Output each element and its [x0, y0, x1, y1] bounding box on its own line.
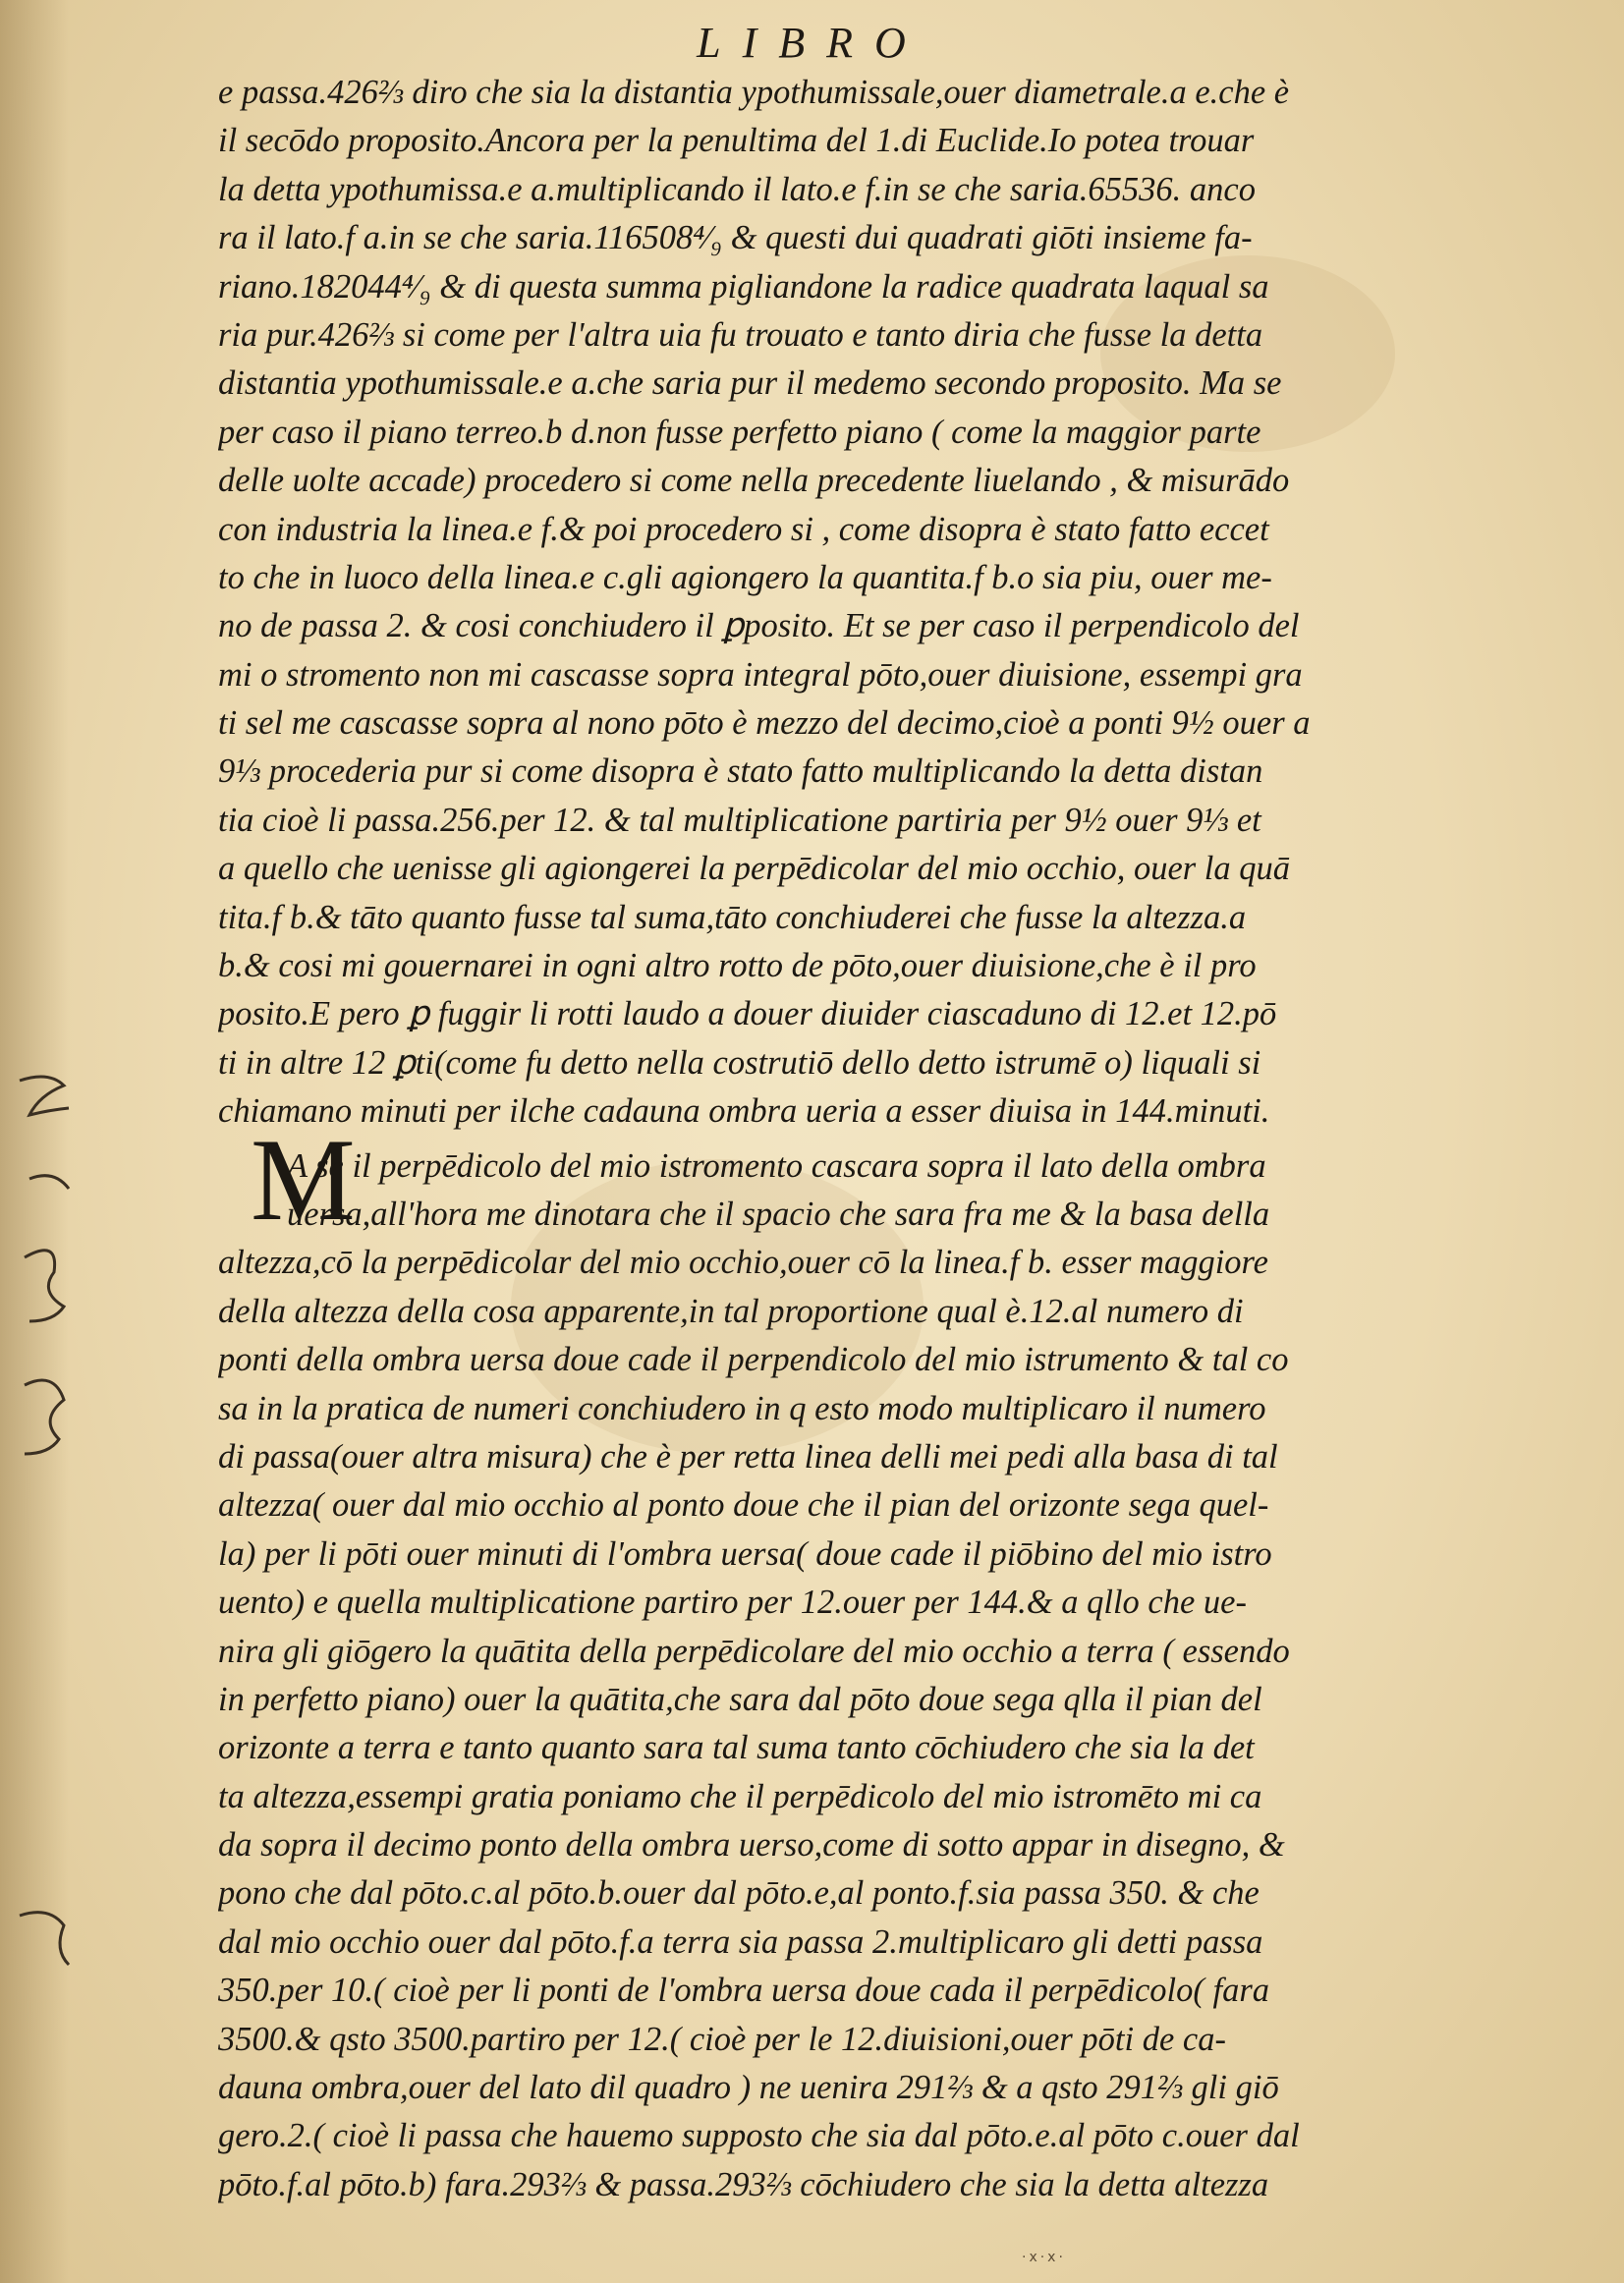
text-line: e passa.426⅔ diro che sia la distantia ypothumissale,ouer diametrale.a e.che è: [218, 74, 1290, 111]
text-line: 350.per 10.( cioè per li ponti de l'ombra uersa doue cada il perpēdicolo( fara: [218, 1972, 1270, 2010]
text-line: uento) e quella multiplicatione partiro per 12.ouer per 144.& a qllo che ue-: [218, 1584, 1247, 1622]
text-line: in perfetto piano) ouer la quātita,che sara dal pōto doue sega qlla il pian del: [218, 1680, 1262, 1718]
text-line: sa in la pratica de numeri conchiudero in q esto modo multiplicaro il numero: [218, 1389, 1266, 1427]
text-line: 3500.& qsto 3500.partiro per 12.( cioè per le 12.diuisioni,ouer pōti de ca-: [218, 2020, 1226, 2058]
text-line: dal mio occhio ouer dal pōto.f.a terra sia passa 2.multiplicaro gli detti passa: [218, 1922, 1263, 1961]
text-line: ti sel me cascasse sopra al nono pōto è mezzo del decimo,cioè a ponti 9½ ouer a: [218, 704, 1311, 743]
bottom-mark: ·x·x·: [1022, 2250, 1066, 2265]
text-line: no de passa 2. & cosi conchiudero il ꝑposito. Et se per caso il perpendicolo del: [218, 607, 1300, 645]
text-line: chiamano minuti per ilche cadauna ombra ueria a esser diuisa in 144.minuti.: [218, 1092, 1270, 1131]
paragraph-2: [218, 1142, 1505, 2210]
text-line: tita.f b.& tāto quanto fusse tal suma,tāto conchiuderei che fusse la altezza.a: [218, 898, 1247, 936]
text-line: ta altezza,essempi gratia poniamo che il perpēdicolo del mio istromēto mi ca: [218, 1777, 1262, 1815]
body-text: [218, 69, 1505, 2209]
text-line: to che in luoco della linea.e c.gli agiongero la quantita.f b.o sia piu, ouer me-: [218, 558, 1272, 596]
text-line: a quello che uenisse gli agiongerei la perpēdicolar del mio occhio, ouer la quā: [218, 850, 1291, 888]
paragraph-1: [218, 69, 1505, 1137]
text-line: gero.2.( cioè li passa che hauemo supposto che sia dal pōto.e.al pōto c.ouer dal: [218, 2117, 1300, 2155]
text-line: ti in altre 12 ꝑti(come fu detto nella costrutiō dello detto istrumē o) liquali si: [218, 1043, 1261, 1082]
text-line: orizonte a terra e tanto quanto sara tal suma tanto cōchiudero che sia la det: [218, 1729, 1255, 1767]
text-line: ra il lato.f a.in se che saria.116508⁴⁄₉ & questi dui quadrati giōti insieme fa-: [218, 219, 1253, 257]
text-line: da sopra il decimo ponto della ombra uerso,come di sotto appar in disegno, &: [218, 1826, 1285, 1865]
text-line: di passa(ouer altra misura) che è per retta linea delli mei pedi alla basa di tal: [218, 1437, 1278, 1476]
text-line: 9⅓ procederia pur si come disopra è stato fatto multiplicando la detta distan: [218, 752, 1263, 791]
text-line: distantia ypothumissale.e a.che saria pur il medemo secondo proposito. Ma se: [218, 364, 1282, 403]
text-line: la detta ypothumissa.e a.multiplicando il lato.e f.in se che saria.65536. anco: [218, 170, 1256, 208]
text-line: uersa,all'hora me dinotara che il spacio che sara fra me & la basa della: [287, 1195, 1270, 1233]
text-line: ponti della ombra uersa doue cade il perpendicolo del mio istrumento & tal co: [218, 1341, 1289, 1379]
running-head: LIBRO: [697, 19, 927, 67]
text-line: nira gli giōgero la quātita della perpēdicolare del mio occhio a terra ( essendo: [218, 1632, 1290, 1670]
text-line: mi o stromento non mi cascasse sopra integral pōto,ouer diuisione, essempi gra: [218, 655, 1303, 694]
text-line: altezza,cō la perpēdicolar del mio occhio,ouer cō la linea.f b. esser maggiore: [218, 1244, 1268, 1282]
text-line: b.& cosi mi gouernarei in ogni altro rotto de pōto,ouer diuisione,che è il pro: [218, 947, 1257, 985]
text-line: il secōdo proposito.Ancora per la penultima del 1.di Euclide.Io potea trouar: [218, 122, 1255, 160]
text-line: la) per li pōti ouer minuti di l'ombra uersa( doue cade il piōbino del mio istro: [218, 1534, 1272, 1573]
text-line: pono che dal pōto.c.al pōto.b.ouer dal pōto.e,al ponto.f.sia passa 350. & che: [218, 1874, 1260, 1913]
margin-annotations: [10, 1061, 98, 1994]
text-line: dauna ombra,ouer del lato dil quadro ) ne uenira 291⅔ & a qsto 291⅔ gli giō: [218, 2069, 1279, 2107]
text-line: della altezza della cosa apparente,in tal proportione qual è.12.al numero di: [218, 1292, 1244, 1330]
text-line: posito.E pero ꝑ fuggir li rotti laudo a douer diuider ciascaduno di 12.et 12.pō: [218, 995, 1277, 1033]
text-line: con industria la linea.e f.& poi procedero si , come disopra è stato fatto eccet: [218, 510, 1269, 548]
margin-marks-drawing: [10, 1061, 98, 1994]
text-line: A se il perpēdicolo del mio istromento cascara sopra il lato della ombra: [287, 1146, 1266, 1185]
drop-cap: M: [251, 1114, 356, 1245]
text-line: tia cioè li passa.256.per 12. & tal multiplicatione partiria per 9½ ouer 9⅓ et: [218, 801, 1261, 839]
text-line: altezza( ouer dal mio occhio al ponto doue che il pian del orizonte sega quel-: [218, 1486, 1269, 1525]
text-line: ria pur.426⅔ si come per l'altra uia fu trouato e tanto diria che fusse la detta: [218, 315, 1263, 354]
text-line: riano.182044⁴⁄₉ & di questa summa pigliandone la radice quadrata laqual sa: [218, 267, 1269, 306]
text-line: delle uolte accade) procedero si come nella precedente liuelando , & misurādo: [218, 462, 1290, 500]
text-line: per caso il piano terreo.b d.non fusse perfetto piano ( come la maggior parte: [218, 413, 1261, 451]
text-line: pōto.f.al pōto.b) fara.293⅔ & passa.293⅔ cōchiudero che sia la detta altezza: [218, 2165, 1269, 2203]
